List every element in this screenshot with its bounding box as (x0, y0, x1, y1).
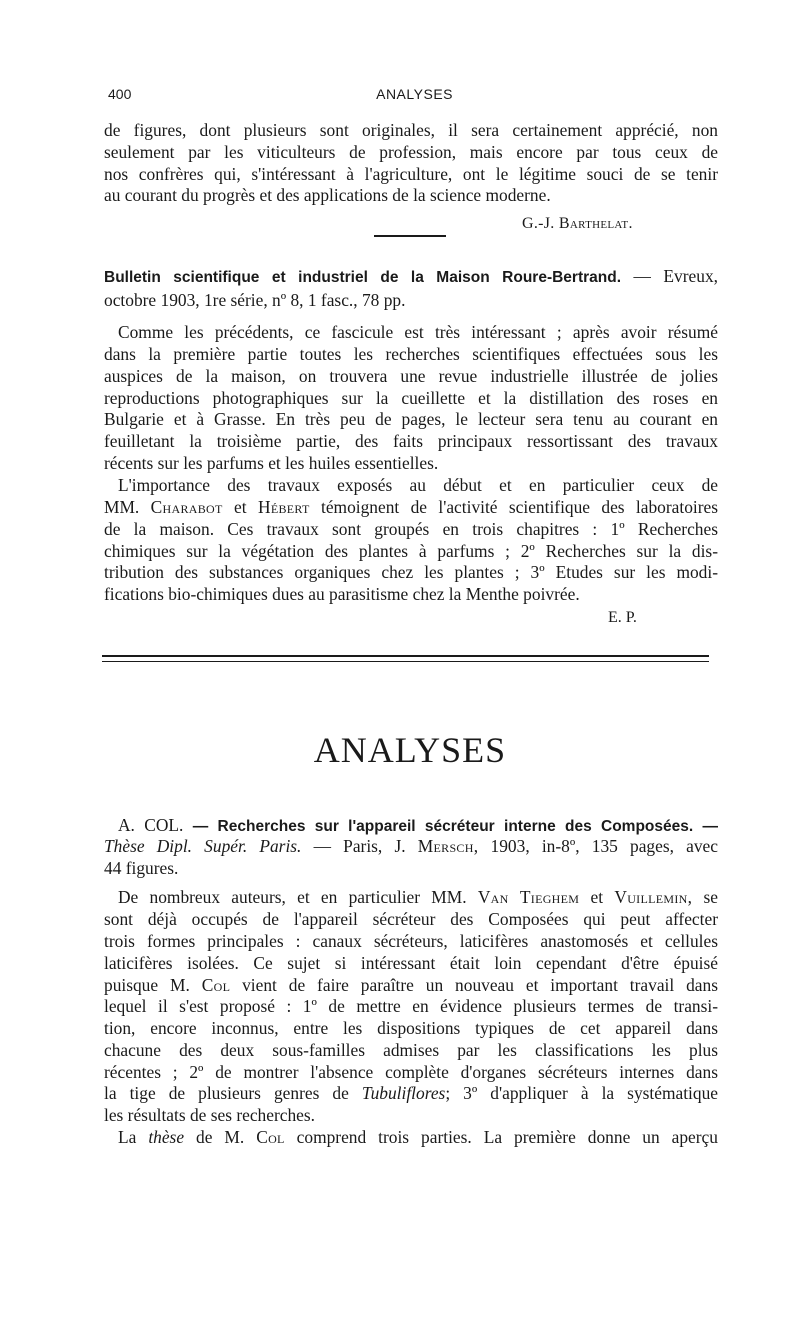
review-citation: 44 figures. (104, 858, 179, 878)
signature: E. P. (608, 609, 637, 626)
text-line: De nombreux auteurs, et en particulier MM. Van Tieghem et Vuillemin, se (118, 887, 719, 907)
text-line: Bulgarie et à Grasse. En très peu de pages, le lecteur sera tenu au courant en (104, 409, 718, 429)
review-title-line (118, 815, 718, 837)
review-citation: Thèse Dipl. Supér. Paris. — Paris, J. Mersch, 1903, in-8º, 135 pages, avec (104, 836, 718, 856)
text-line: récents sur les parfums et les huiles essentielles. (104, 453, 439, 473)
text-line: au courant du progrès et des applications de la science moderne. (104, 185, 551, 205)
review-title: — Recherches sur l'appareil sécréteur interne des Composées. — (192, 818, 718, 835)
author-name: Col (256, 1127, 285, 1147)
text-line: laticifères isolées. Ce sujet si intéressant était loin cependant d'être épuisé (104, 953, 718, 973)
text-line: seulement par les viticulteurs de profession, mais encore par tous ceux de (104, 142, 718, 162)
text-line: chimiques sur la végétation des plantes à parfums ; 2º Recherches sur la dis- (104, 541, 718, 561)
review-citation: octobre 1903, 1re série, nº 8, 1 fasc., 78 pp. (104, 290, 406, 310)
author-name: Van Tieghem (477, 887, 580, 907)
author-name: Vuillemin, (614, 887, 693, 907)
text-line: récentes ; 2º de montrer l'absence complète d'organes sécréteurs internes dans (104, 1062, 718, 1082)
text-line: lequel il s'est proposé : 1º de mettre en évidence plusieurs termes de transi- (104, 996, 718, 1016)
page-number: 400 (108, 86, 132, 102)
text-line: puisque M. Col vient de faire paraître un nouveau et important travail dans (104, 975, 718, 995)
text-line: L'importance des travaux exposés au début et en particulier ceux de (118, 475, 718, 495)
author-name: Hébert (257, 497, 310, 517)
review-author: A. COL. (118, 815, 184, 835)
double-rule-bottom (102, 661, 709, 662)
text-line: auspices de la maison, on trouvera une revue industrielle illustrée de jolies (104, 366, 718, 386)
text-line: La thèse de M. Col comprend trois parties. La première donne un aperçu (118, 1127, 718, 1147)
text-line: feuilletant la troisième partie, des faits principaux ressortissant des travaux (104, 431, 718, 451)
text-line: reproductions photographiques sur la cueillette et la distillation des roses en (104, 388, 718, 408)
publisher-name: Mersch, (417, 836, 479, 856)
thesis-label: Thèse Dipl. Supér. Paris. (104, 836, 302, 856)
text-line: de figures, dont plusieurs sont originales, il sera certainement apprécié, non (104, 120, 718, 140)
section-heading: ANALYSES (313, 730, 507, 770)
double-rule-top (102, 655, 709, 657)
divider (374, 235, 446, 237)
text-line: chacune des deux sous-familles admises par les classifications les plus (104, 1040, 718, 1060)
text-line: les résultats de ses recherches. (104, 1105, 316, 1125)
text-line: nos confrères qui, s'intéressant à l'agriculture, ont le légitime souci de se tenir (104, 164, 718, 184)
text-line: Comme les précédents, ce fascicule est très intéressant ; après avoir résumé (118, 322, 718, 342)
text-line: fications bio-chimiques dues au parasitisme chez la Menthe poivrée. (104, 584, 580, 604)
text-line: la tige de plusieurs genres de Tubuliflores; 3º d'appliquer à la systématique (104, 1083, 718, 1103)
text-line: sont déjà occupés de l'appareil sécréteur des Composées qui peut affecter (104, 909, 718, 929)
text-line: MM. Charabot et Hébert témoignent de l'activité scientifique des laboratoires (104, 497, 719, 517)
signature: G.-J. Barthelat. (522, 215, 633, 232)
author-name: Col (201, 975, 231, 995)
review-place: — Evreux, (633, 266, 718, 286)
review-title-line (104, 266, 718, 288)
text-line: tion, encore inconnus, entre les dispositions typiques de cet appareil dans (104, 1018, 718, 1038)
text-line: trois formes principales : canaux sécréteurs, laticifères anastomosés et cellules (104, 931, 718, 951)
text-line: dans la première partie toutes les recherches scientifiques effectuées sous les (104, 344, 718, 364)
review-title: Bulletin scientifique et industriel de la Maison Roure-Bertrand. (104, 269, 622, 286)
text-line: de la maison. Ces travaux sont groupés en trois chapitres : 1º Recherches (104, 519, 718, 539)
text-line: tribution des substances organiques chez les plantes ; 3º Etudes sur les modi- (104, 562, 718, 582)
taxon-name: Tubuliflores (361, 1083, 446, 1103)
running-title: ANALYSES (376, 86, 453, 102)
author-name: Charabot (150, 497, 223, 517)
